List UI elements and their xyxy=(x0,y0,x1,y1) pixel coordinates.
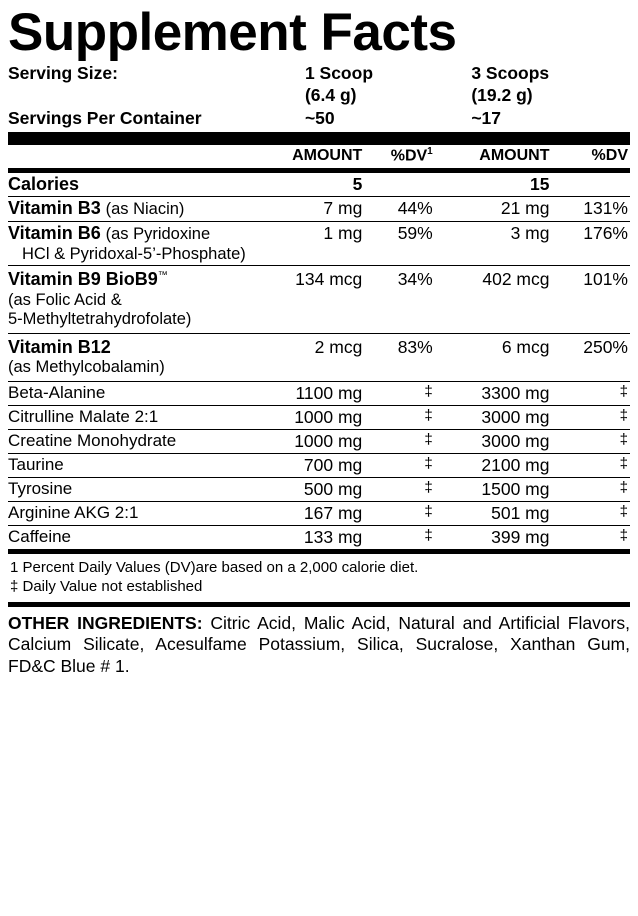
row-dv1-vitamin-b3: 44% xyxy=(368,197,436,222)
table-row xyxy=(8,381,630,405)
servings-per-container-label: Servings Per Container xyxy=(8,107,202,128)
row-name-main: Vitamin B3 xyxy=(8,198,101,219)
serving-size-col1 xyxy=(305,62,471,107)
servings-per-container-row xyxy=(8,107,630,129)
row-amount1-vitamin-b12: 2 mcg xyxy=(256,333,369,381)
row-name-creatine-monohydrate: Creatine Monohydrate xyxy=(8,429,256,453)
serving-size-label: Serving Size: xyxy=(8,63,118,84)
row-amount2-caffeine: 399 mg xyxy=(491,526,550,547)
row-dv2-tyrosine: ‡ xyxy=(555,477,630,501)
row-name-sub2: HCl & Pyridoxal-5’-Phosphate) xyxy=(22,244,246,263)
header-amount-1: AMOUNT xyxy=(292,147,363,165)
row-name-vitamin-b9 xyxy=(8,265,256,333)
row-amount2-vitamin-b12: 6 mcg xyxy=(437,333,556,381)
row-dv2-beta-alanine: ‡ xyxy=(555,381,630,405)
row-name-tyrosine: Tyrosine xyxy=(8,477,256,501)
row-amount1-vitamin-b3: 7 mg xyxy=(256,197,369,222)
row-dv1-arginine-akg: ‡ xyxy=(368,501,436,525)
servings-per-container-col1: ~50 xyxy=(304,107,335,128)
row-dv1-vitamin-b12: 83% xyxy=(368,333,436,381)
other-ingredients-text: Citric Acid, Malic Acid, Natural and Artificial Flavors, Calcium Silicate, Acesulfame Potassium, Silica, Sucralose, Xanthan Gum, FD&C Blue # 1. xyxy=(8,612,630,677)
row-name-vitamin-b3 xyxy=(8,197,256,222)
row-name-vitamin-b6 xyxy=(8,221,256,265)
row-name-sub: (as Methylcobalamin) xyxy=(8,358,165,377)
row-amount1-vitamin-b9: 134 mcg xyxy=(256,265,369,333)
table-row xyxy=(8,453,630,477)
table-row xyxy=(8,265,630,333)
row-name-citrulline-malate: Citrulline Malate 2:1 xyxy=(8,405,256,429)
row-amount2-vitamin-b6: 3 mg xyxy=(437,221,556,265)
row-name-sub: (as Niacin) xyxy=(105,200,185,219)
row-name-taurine: Taurine xyxy=(8,453,256,477)
row-dv2-taurine: ‡ xyxy=(555,453,630,477)
serving-size-row xyxy=(8,62,630,107)
other-ingredients-label: OTHER INGREDIENTS: xyxy=(8,612,203,633)
row-amount2-tyrosine: 1500 mg xyxy=(437,477,556,501)
row-dv1-vitamin-b9: 34% xyxy=(368,265,436,333)
serving-size-col2 xyxy=(471,62,630,107)
other-ingredients xyxy=(8,607,630,679)
row-dv2-creatine-monohydrate: ‡ xyxy=(555,429,630,453)
row-amount2-vitamin-b9: 402 mcg xyxy=(437,265,556,333)
row-dv2-arginine-akg: ‡ xyxy=(555,501,630,525)
row-amount2-taurine: 2100 mg xyxy=(437,453,556,477)
serving-size-col1-scoops: 1 Scoop xyxy=(304,63,374,84)
row-name-caffeine: Caffeine xyxy=(8,526,72,546)
row-dv2-calories xyxy=(555,173,630,197)
table-row xyxy=(8,333,630,381)
row-dv2-vitamin-b12: 250% xyxy=(555,333,630,381)
page-title: Supplement Facts xyxy=(8,3,457,62)
trademark-icon: ™ xyxy=(157,270,168,282)
row-amount1-citrulline-malate: 1000 mg xyxy=(256,405,369,429)
nutrient-rows-table xyxy=(8,173,630,549)
footnotes xyxy=(8,554,630,597)
row-dv1-calories xyxy=(368,173,436,197)
serving-size-col2-weight: (19.2 g) xyxy=(471,85,533,106)
row-amount2-vitamin-b3: 21 mg xyxy=(437,197,556,222)
row-dv1-taurine: ‡ xyxy=(368,453,436,477)
row-amount1-vitamin-b6: 1 mg xyxy=(256,221,369,265)
row-name-sub2: 5-Methyltetrahydrofolate) xyxy=(8,310,192,329)
row-dv1-creatine-monohydrate: ‡ xyxy=(368,429,436,453)
table-row xyxy=(8,221,630,265)
row-amount1-creatine-monohydrate: 1000 mg xyxy=(256,429,369,453)
row-name-main: Vitamin B6 xyxy=(8,222,101,243)
row-name-vitamin-b12 xyxy=(8,333,256,381)
row-dv1-beta-alanine: ‡ xyxy=(368,381,436,405)
row-amount1-calories: 5 xyxy=(256,173,369,197)
row-amount2-calories: 15 xyxy=(437,173,556,197)
row-amount1-beta-alanine: 1100 mg xyxy=(256,381,369,405)
row-dv2-citrulline-malate: ‡ xyxy=(555,405,630,429)
footnote-daily-values: 1 Percent Daily Values (DV)are based on a 2,000 calorie diet. xyxy=(10,558,419,576)
serving-info-table xyxy=(8,62,630,129)
row-amount1-arginine-akg: 167 mg xyxy=(256,501,369,525)
row-name-beta-alanine: Beta-Alanine xyxy=(8,381,256,405)
row-amount2-beta-alanine: 3300 mg xyxy=(437,381,556,405)
row-dv1-tyrosine: ‡ xyxy=(368,477,436,501)
row-name-sub: (as Folic Acid & xyxy=(8,290,122,309)
row-amount2-citrulline-malate: 3000 mg xyxy=(437,405,556,429)
table-row xyxy=(8,525,630,549)
row-dv1-vitamin-b6: 59% xyxy=(368,221,436,265)
row-name-sub: (as Pyridoxine xyxy=(105,224,211,243)
header-dv-1: $\%DV^1$ xyxy=(390,146,433,165)
table-row xyxy=(8,477,630,501)
row-name-main: Vitamin B9 BioB9 xyxy=(8,268,158,289)
row-dv2-vitamin-b6: 176% xyxy=(555,221,630,265)
servings-per-container-col2: ~17 xyxy=(471,107,502,128)
serving-size-col1-weight: (6.4 g) xyxy=(304,85,357,106)
header-dv-2: %DV xyxy=(591,147,628,165)
table-row xyxy=(8,173,630,197)
row-name-calories: Calories xyxy=(8,173,256,197)
column-headers-row xyxy=(8,145,630,168)
row-amount1-taurine: 700 mg xyxy=(256,453,369,477)
serving-size-col2-scoops: 3 Scoops xyxy=(471,63,550,84)
row-amount2-arginine-akg: 501 mg xyxy=(437,501,556,525)
row-dv2-caffeine: ‡ xyxy=(619,526,628,544)
table-row xyxy=(8,429,630,453)
row-name-main: Vitamin B12 xyxy=(8,336,111,357)
footnote-not-established: ‡ Daily Value not established xyxy=(10,578,203,596)
divider-thick-top xyxy=(8,132,630,145)
row-dv1-caffeine: ‡ xyxy=(424,526,433,544)
row-amount1-caffeine: 133 mg xyxy=(303,526,363,547)
row-dv1-citrulline-malate: ‡ xyxy=(368,405,436,429)
header-dv-1-footnote-marker: 1 xyxy=(427,146,433,158)
nutrition-table xyxy=(8,145,630,168)
row-name-arginine-akg: Arginine AKG 2:1 xyxy=(8,501,256,525)
table-row xyxy=(8,197,630,222)
table-row xyxy=(8,501,630,525)
header-blank xyxy=(8,145,256,168)
table-row xyxy=(8,405,630,429)
header-amount-2: AMOUNT xyxy=(479,147,550,165)
row-dv2-vitamin-b9: 101% xyxy=(555,265,630,333)
row-amount1-tyrosine: 500 mg xyxy=(256,477,369,501)
row-amount2-creatine-monohydrate: 3000 mg xyxy=(437,429,556,453)
row-dv2-vitamin-b3: 131% xyxy=(555,197,630,222)
